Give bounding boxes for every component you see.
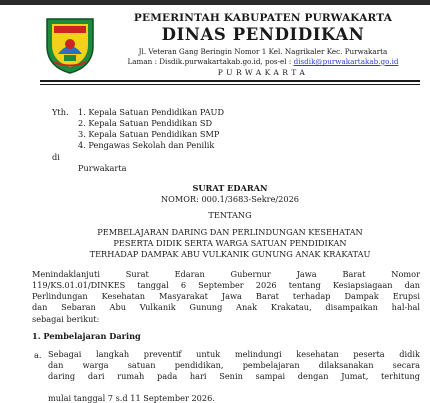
letterhead — [108, 12, 418, 78]
recipient-item: 3. Kepala Satuan Pendidikan SMP — [78, 129, 220, 139]
intro-line: Perlindungan Kesehatan Masyarakat Jawa Barat terhadap Dampak Erupsi — [32, 291, 420, 301]
purwakarta-regency-emblem — [44, 16, 96, 74]
intro-line: 119/KS.01.01/DINKES tanggal 6 September 2026 tentang Kesiapsiagaan dan — [32, 280, 420, 290]
intro-line: sebagai berikut: — [32, 314, 100, 324]
item-a-line: mulai tanggal 7 s.d 11 September 2026. — [48, 393, 215, 403]
yth-label: Yth. — [52, 107, 69, 117]
recipient-item: 4. Pengawas Sekolah dan Penilik — [78, 140, 215, 150]
intro-line: Menindaklanjuti Surat Edaran Gubernur Jawa Barat Nomor — [32, 269, 420, 279]
top-edge-bar — [0, 0, 430, 5]
letterhead-city: PURWAKARTA — [217, 68, 309, 77]
item-marker: a. — [34, 350, 42, 360]
letterhead-contact — [108, 57, 418, 67]
subject-line: TERHADAP DAMPAK ABU VULKANIK GUNUNG ANAK KRAKATAU — [89, 249, 371, 259]
intro-line: dan Sebaran Abu Vulkanik Gunung Anak Krakatau, disampaikan hal-hal — [32, 302, 420, 312]
recipient-place: Purwakarta — [78, 163, 127, 173]
item-a-line: Sebagai langkah preventif untuk melindungi kesehatan peserta didik — [48, 349, 420, 359]
letterhead-agency: DINAS PENDIDIKAN — [161, 25, 365, 44]
circular-title: SURAT EDARAN — [192, 183, 268, 193]
letterhead-rule-thin — [40, 84, 420, 85]
letterhead-address: Jl. Veteran Gang Beringin Nomor 1 Kel. Nagrikaler Kec. Purwakarta — [138, 47, 388, 56]
subject-line: PEMBELAJARAN DARING DAN PERLINDUNGAN KESEHATAN — [97, 227, 363, 237]
item-a-line: daring dari rumah pada hari Senin sampai dengan Jumat, terhitung — [48, 371, 420, 381]
recipient-item: 1. Kepala Satuan Pendidikan PAUD — [78, 107, 225, 117]
about-label: TENTANG — [208, 210, 252, 220]
di-label: di — [52, 152, 60, 162]
website-text: Laman : Disdik.purwakartakab.go.id, pos-el : — [127, 57, 294, 66]
recipient-item: 2. Kepala Satuan Pendidikan SD — [78, 118, 213, 128]
item-a-line: dan warga satuan pendidikan, pembelajaran dilaksanakan secara — [48, 360, 420, 370]
subject-line: PESERTA DIDIK SERTA WARGA SATUAN PENDIDIKAN — [113, 238, 347, 248]
circular-number: NOMOR: 000.1/3683-Sekre/2026 — [160, 194, 300, 204]
email-link[interactable]: disdik@purwakartakab.go.id — [293, 57, 399, 66]
letterhead-government: PEMERINTAH KABUPATEN PURWAKARTA — [133, 12, 393, 24]
letterhead-rule-thick — [40, 80, 420, 82]
section-heading: 1. Pembelajaran Daring — [32, 331, 141, 341]
